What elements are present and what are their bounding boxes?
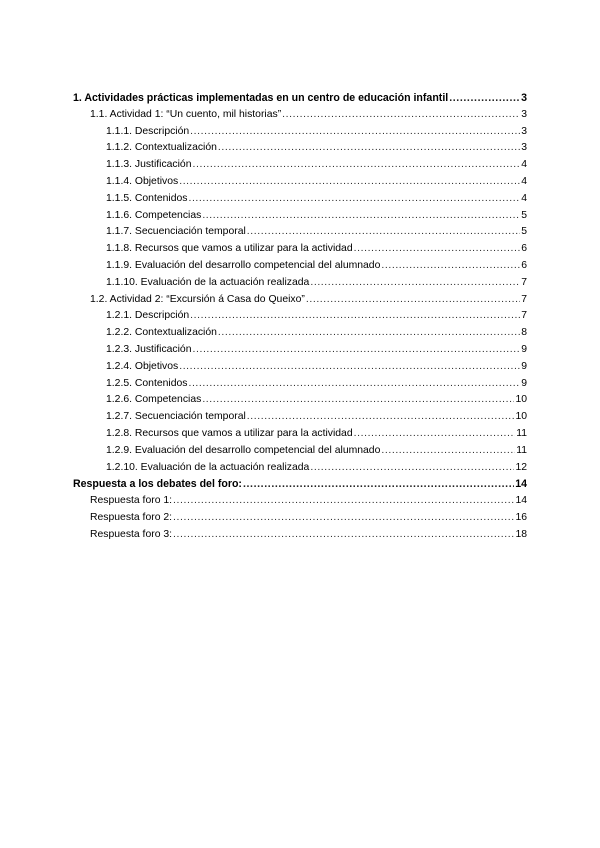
toc-page-number: 7 [521,293,527,305]
toc-page-number: 9 [521,360,527,372]
toc-entry-label: 1.2.10. Evaluación de la actuación realizada [106,461,310,473]
toc-entry[interactable] [73,224,527,241]
toc-entry-label: 1. Actividades prácticas implementadas en un centro de educación infantil [73,92,449,104]
toc-entry-section-1[interactable] [73,90,527,107]
toc-entry[interactable] [73,426,527,443]
toc-page-number: 3 [521,142,527,154]
toc-dot-leader [449,90,520,107]
toc-entry[interactable] [73,409,527,426]
toc-page-number: 10 [515,394,527,406]
toc-dot-leader [243,476,514,493]
toc-entry[interactable] [73,460,527,477]
toc-dot-leader [354,426,516,443]
toc-dot-leader [192,342,520,359]
toc-entry[interactable] [73,443,527,460]
toc-dot-leader [354,241,521,258]
toc-dot-leader [179,359,520,376]
toc-entry-label: Respuesta foro 1: [90,495,173,507]
toc-page-number: 14 [515,478,527,491]
toc-page-number: 11 [516,444,527,456]
toc-entry-activity-1[interactable] [73,107,527,124]
toc-dot-leader [179,174,520,191]
toc-dot-leader [247,224,520,241]
toc-dot-leader [218,325,520,342]
toc-dot-leader [310,275,520,292]
toc-dot-leader [310,460,514,477]
toc-entry-label: Respuesta a los debates del foro: [73,478,242,491]
toc-entry-label: 1.1.10. Evaluación de la actuación realizada [106,276,310,288]
toc-entry-label: 1.1.9. Evaluación del desarrollo competencial del alumnado [106,259,381,271]
toc-entry[interactable] [73,140,527,157]
toc-entry[interactable] [73,325,527,342]
toc-page-number: 4 [521,159,527,171]
toc-dot-leader [218,140,520,157]
toc-page-number: 6 [521,243,527,255]
toc-page-number: 3 [521,125,527,137]
toc-entry[interactable] [73,376,527,393]
toc-entry-label: 1.2.7. Secuenciación temporal [106,411,246,423]
toc-dot-leader [381,443,515,460]
toc-entry-label: 1.2.8. Recursos que vamos a utilizar para la actividad [106,427,353,439]
toc-entry-activity-2[interactable] [73,292,527,309]
toc-entry[interactable] [73,359,527,376]
toc-entry[interactable] [73,308,527,325]
toc-dot-leader [282,107,520,124]
toc-page-number: 6 [521,259,527,271]
toc-page-number: 8 [521,327,527,339]
toc-entry-forum-1[interactable] [73,493,527,510]
toc-page-number: 3 [521,108,527,120]
toc-page-number: 5 [521,209,527,221]
toc-dot-leader [188,191,520,208]
toc-dot-leader [173,527,514,544]
toc-entry-label: 1.2. Actividad 2: “Excursión á Casa do Queixo” [90,293,305,305]
toc-entry-label: 1.1.1. Descripción [106,125,190,137]
toc-entry[interactable] [73,157,527,174]
toc-entry-label: 1.2.2. Contextualización [106,327,217,339]
toc-dot-leader [188,376,520,393]
toc-dot-leader [247,409,515,426]
toc-dot-leader [190,308,520,325]
toc-entry-label: 1.2.1. Descripción [106,310,190,322]
toc-dot-leader [190,124,520,141]
toc-page-number: 14 [515,495,527,507]
toc-entry[interactable] [73,275,527,292]
toc-page-number: 7 [521,310,527,322]
toc-page-number: 18 [515,528,527,540]
toc-page-number: 9 [521,343,527,355]
toc-dot-leader [381,258,520,275]
toc-page-number: 4 [521,175,527,187]
toc-entry-label: 1.2.5. Contenidos [106,377,188,389]
toc-entry[interactable] [73,392,527,409]
toc-page-number: 12 [515,461,527,473]
toc-dot-leader [306,292,520,309]
toc-dot-leader [202,392,514,409]
toc-entry-label: 1.1.7. Secuenciación temporal [106,226,246,238]
toc-page-number: 7 [521,276,527,288]
toc-page-number: 10 [515,411,527,423]
toc-dot-leader [173,510,514,527]
toc-page-number: 11 [516,427,527,439]
toc-page-number: 9 [521,377,527,389]
toc-entry-label: 1.1.5. Contenidos [106,192,188,204]
toc-page-number: 16 [515,511,527,523]
toc-dot-leader [192,157,520,174]
toc-entry-label: 1.1.4. Objetivos [106,175,179,187]
toc-entry-label: 1.1.2. Contextualización [106,142,217,154]
toc-page-number: 4 [521,192,527,204]
toc-entry-label: Respuesta foro 3: [90,528,173,540]
toc-entry-label: 1.1.3. Justificación [106,159,192,171]
toc-entry-forum-responses[interactable] [73,476,527,493]
toc-entry-label: 1.2.9. Evaluación del desarrollo competencial del alumnado [106,444,381,456]
toc-entry-label: Respuesta foro 2: [90,511,173,523]
toc-entry-label: 1.2.3. Justificación [106,343,192,355]
toc-entry[interactable] [73,342,527,359]
toc-dot-leader [173,493,514,510]
toc-page-number: 3 [521,92,527,104]
toc-dot-leader [202,208,520,225]
toc-entry[interactable] [73,241,527,258]
toc-entry-forum-3[interactable] [73,527,527,544]
toc-entry-label: 1.1. Actividad 1: “Un cuento, mil historias” [90,108,282,120]
toc-entry[interactable] [73,191,527,208]
toc-entry[interactable] [73,208,527,225]
table-of-contents [73,90,527,544]
toc-page-number: 5 [521,226,527,238]
toc-entry-label: 1.1.8. Recursos que vamos a utilizar para la actividad [106,243,353,255]
toc-entry[interactable] [73,174,527,191]
toc-entry-label: 1.1.6. Competencias [106,209,202,221]
toc-entry[interactable] [73,124,527,141]
toc-entry-forum-2[interactable] [73,510,527,527]
toc-entry-label: 1.2.4. Objetivos [106,360,179,372]
toc-entry[interactable] [73,258,527,275]
toc-entry-label: 1.2.6. Competencias [106,394,202,406]
